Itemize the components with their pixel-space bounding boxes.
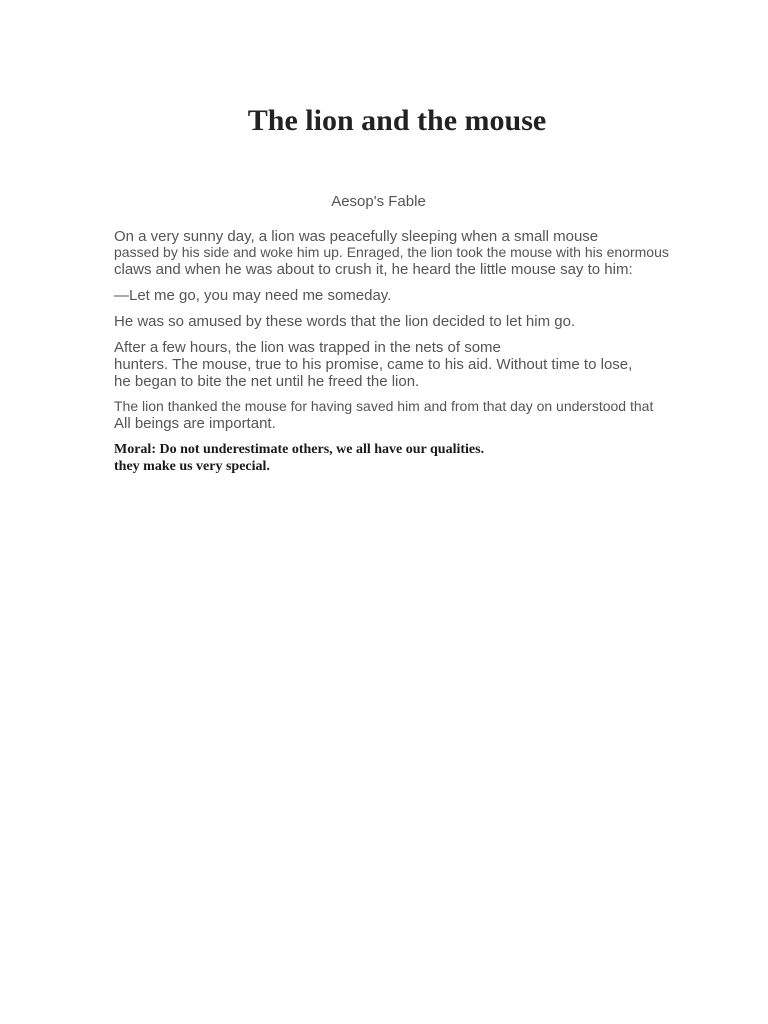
paragraph-line: passed by his side and woke him up. Enraged, the lion took the mouse with his enormous xyxy=(114,244,669,260)
paragraph-line: hunters. The mouse, true to his promise, came to his aid. Without time to lose, xyxy=(114,356,633,373)
page-title: The lion and the mouse xyxy=(247,104,547,137)
moral-line: they make us very special. xyxy=(114,459,270,474)
paragraph-line: On a very sunny day, a lion was peacefully sleeping when a small mouse xyxy=(114,228,599,245)
moral-line: Moral: Do not underestimate others, we all have our qualities. xyxy=(114,442,485,457)
paragraph-plea: —Let me go, you may need me someday. xyxy=(114,287,392,304)
page-subtitle: Aesop's Fable xyxy=(331,193,426,210)
paragraph-release: He was so amused by these words that the lion decided to let him go. xyxy=(114,313,576,330)
paragraph-line: he began to bite the net until he freed the lion. xyxy=(114,373,420,390)
paragraph-line: The lion thanked the mouse for having saved him and from that day on understood that xyxy=(114,398,654,414)
paragraph-line: All beings are important. xyxy=(114,415,276,432)
paragraph-line: claws and when he was about to crush it, he heard the little mouse say to him: xyxy=(114,261,633,278)
paragraph-line: After a few hours, the lion was trapped in the nets of some xyxy=(114,339,501,356)
